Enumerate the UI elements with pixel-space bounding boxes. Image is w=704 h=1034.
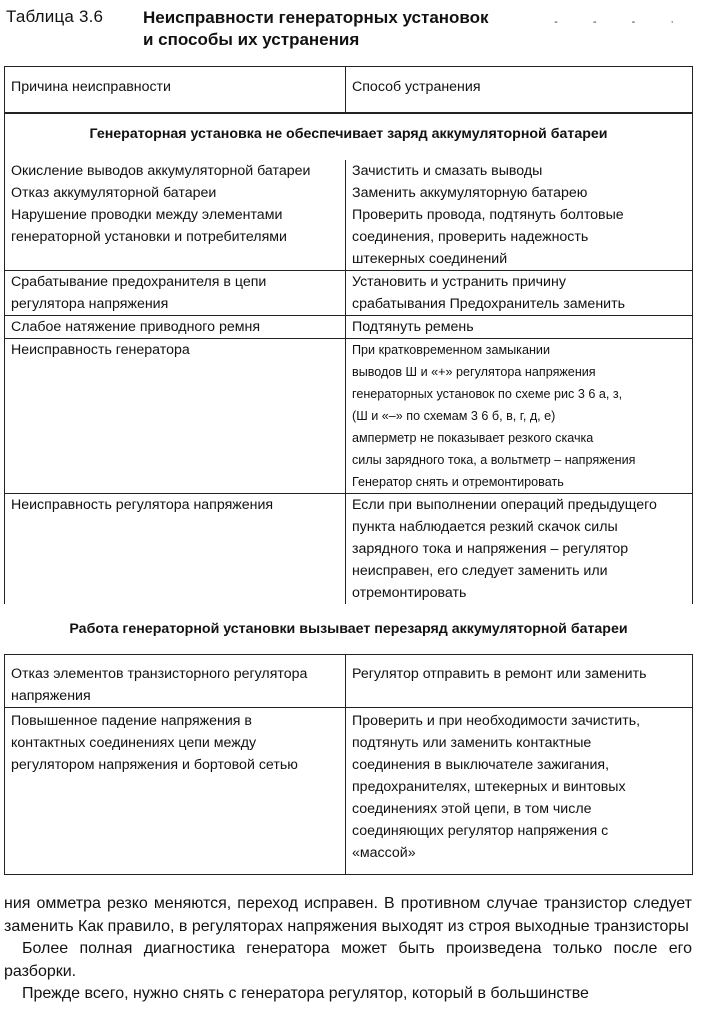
fix-line: Если при выполнении операций предыдущего: [352, 496, 657, 513]
fix-cell: [346, 707, 693, 874]
cause-line: Неисправность генератора: [11, 341, 190, 358]
fix-line: зарядного тока и напряжения – регулятор: [352, 540, 629, 557]
fix-line: Заменить аккумуляторную батарею: [352, 184, 588, 201]
section-title: Работа генераторной установки вызывает перезаряд аккумуляторной батареи: [69, 620, 628, 637]
fix-line: штекерных соединений: [352, 250, 508, 267]
cause-cell: [5, 493, 346, 604]
cause-line: Повышенное падение напряжения в: [11, 712, 252, 729]
header-cause: Причина неисправности: [5, 67, 346, 113]
table-caption: [6, 6, 696, 56]
cause-line: Неисправность регулятора напряжения: [11, 496, 274, 513]
fix-cell: [346, 270, 693, 315]
fix-line: Регулятор отправить в ремонт или заменить: [352, 665, 647, 682]
header-fix: Способ устранения: [346, 67, 693, 113]
fix-line: Генератор снять и отремонтировать: [352, 474, 564, 489]
fix-line: амперметр не показывает резкого скачка: [352, 430, 594, 445]
section-row-undercharge: [5, 113, 693, 160]
fix-line: срабатывания Предохранитель заменить: [352, 295, 625, 312]
cause-line: Отказ элементов транзисторного регулятора: [11, 665, 308, 682]
fix-line: Установить и устранить причину: [352, 273, 566, 290]
cause-line: Нарушение проводки между элементами: [11, 206, 283, 223]
fix-line: соединения в выключателе зажигания,: [352, 756, 610, 773]
section-title: Генераторная установка не обеспечивает заряд аккумуляторной батареи: [5, 113, 693, 160]
fix-line: подтянуть или заменить контактные: [352, 734, 592, 751]
cause-cell: [5, 270, 346, 315]
table-title: Неисправности генераторных установок и способы их устранения: [143, 8, 489, 49]
cause-cell: [5, 654, 346, 707]
fix-line: соединениях этой цепи, в том числе: [352, 800, 592, 817]
fix-line: «массой»: [352, 844, 416, 861]
paragraph: Более полная диагностика генератора может быть произведена только после его разборки.: [4, 940, 692, 980]
fix-line: Проверить провода, подтянуть болтовые: [352, 206, 624, 223]
fix-cell: [346, 493, 693, 604]
fix-line: Зачистить и смазать выводы: [352, 162, 543, 179]
fix-line: выводов Ш и «+» регулятора напряжения: [352, 364, 596, 379]
fix-line: силы зарядного тока, а вольтметр – напряжения: [352, 452, 636, 467]
fix-line: предохранителях, штекерных и винтовых: [352, 778, 626, 795]
paragraph: Прежде всего, нужно снять с генератора регулятор, который в большинстве: [22, 985, 589, 1002]
cause-line: генераторной установки и потребителями: [11, 228, 287, 245]
faults-table: [4, 66, 693, 875]
body-text: [4, 893, 692, 1006]
fix-line: (Ш и «–» по схемам 3 6 б, в, г, д, е): [352, 408, 556, 423]
fix-cell: [346, 338, 693, 493]
cause-line: Окисление выводов аккумуляторной батареи: [11, 162, 311, 179]
table-row: [5, 270, 693, 315]
paragraph: ния омметра резко меняются, переход исправен. В противном случае транзистор следует заменить Как правило, в регуляторах напряжения выходят из строя выходные транзисторы: [4, 895, 692, 935]
scan-artifact-marks: - - - ·: [554, 16, 690, 28]
section-row-overcharge: [5, 604, 693, 655]
table-row: [5, 654, 693, 707]
cause-cell: [5, 315, 346, 338]
table-row: [5, 315, 693, 338]
fix-line: неисправен, его следует заменить или: [352, 562, 608, 579]
cause-line: регулятора напряжения: [11, 295, 169, 312]
fix-line: При кратковременном замыкании: [352, 342, 550, 357]
table-row: [5, 338, 693, 493]
fix-cell: [346, 315, 693, 338]
cause-line: напряжения: [11, 687, 91, 704]
fix-line: генераторных установок по схеме рис 3 6 а, з,: [352, 386, 623, 401]
fix-line: Подтянуть ремень: [352, 318, 474, 335]
cause-cell: [5, 338, 346, 493]
cause-line: Отказ аккумуляторной батареи: [11, 184, 217, 201]
cause-line: контактных соединениях цепи между: [11, 734, 257, 751]
table-row: [5, 493, 693, 604]
cause-cell: [5, 707, 346, 874]
fix-line: Проверить и при необходимости зачистить,: [352, 712, 641, 729]
table-header-row: [5, 67, 693, 113]
cause-line: регулятором напряжения и бортовой сетью: [11, 756, 298, 773]
cause-line: Срабатывание предохранителя в цепи: [11, 273, 267, 290]
fix-line: соединяющих регулятор напряжения с: [352, 822, 609, 839]
fix-line: отремонтировать: [352, 584, 467, 601]
fix-line: пункта наблюдается резкий скачок силы: [352, 518, 618, 535]
cause-cell: [5, 160, 346, 271]
fix-line: соединения, проверить надежность: [352, 228, 589, 245]
fix-cell: [346, 654, 693, 707]
table-row: [5, 707, 693, 874]
table-number: Таблица 3.6: [6, 7, 104, 26]
fix-cell: [346, 160, 693, 271]
cause-line: Слабое натяжение приводного ремня: [11, 318, 261, 335]
table-row: [5, 160, 693, 271]
